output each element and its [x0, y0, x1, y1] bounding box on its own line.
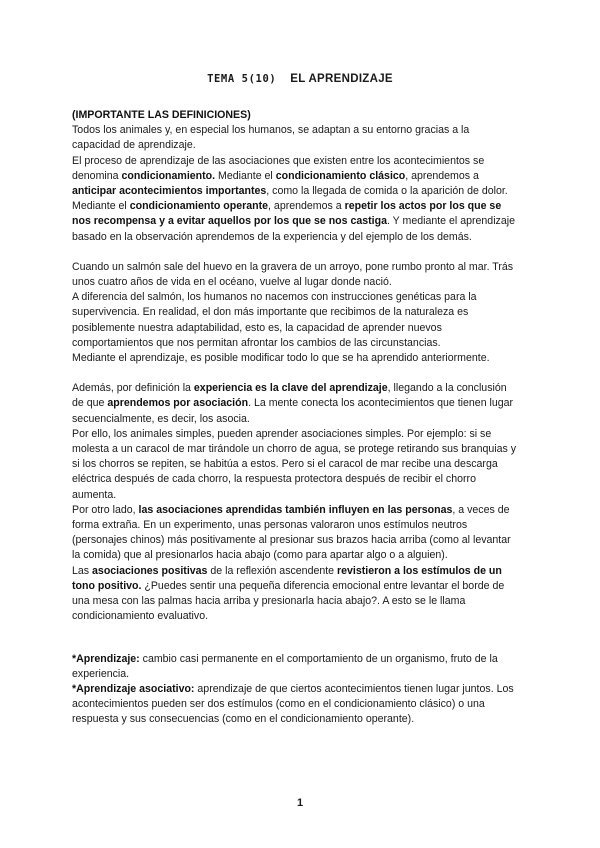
topic-name: EL APRENDIZAJE: [290, 73, 393, 85]
section-heading: (IMPORTANTE LAS DEFINICIONES): [72, 109, 251, 121]
paragraph-adaptability: A diferencia del salmón, los humanos no nacemos con instrucciones genéticas para la supervivencia. En realidad, el don más importante que recibimos de la naturaleza es posiblemente nuestra adaptabilidad, esto es, la capacidad de aprender nuevos comportamientos que nos permitan afrontar los cambios de las circunstancias.: [72, 291, 477, 349]
topic-label: TEMA 5(10): [207, 73, 277, 85]
page-number: 1: [296, 797, 304, 809]
paragraph-sea-snail: Por ello, los animales simples, pueden aprender asociaciones simples. Por ejemplo: si se molesta a un caracol de mar tirándole un chorro de agua, se protege retirando sus branquias y si los chorros se repiten, se habitúa a estos. Pero si el caracol de mar recibe una descarga eléctrica después de cada chorro, la respuesta protectora después de recibir el chorro aumenta.: [72, 427, 517, 501]
paragraph-conditioning: El proceso de aprendizaje de las asociaciones que existen entre los acontecimientos se denomina condicionamiento. Mediante el condicionamiento clásico, aprendemos a anticipar acontecimientos importantes, como la llegada de comida o la aparición de dolor. Mediante el condicionamiento operante, aprendemos a repetir los actos por los que se nos recompensa y a evitar aquellos por los que se nos castiga. Y mediante el aprendizaje basado en la observación aprendemos de la experiencia y del ejemplo de los demás.: [72, 154, 515, 243]
document-body: [72, 108, 520, 728]
paragraph-experiment: Por otro lado, las asociaciones aprendidas también influyen en las personas, a veces de forma extraña. En un experimento, unas personas valoraron unos estímulos neutros (personajes chinos) más positivamente al presionar sus brazos hacia arriba (como al levantar la comida) que al presionarlos hacia abajo (como para apartar algo o a alguien).: [72, 503, 511, 562]
definition-learning: *Aprendizaje: cambio casi permanente en el comportamiento de un organismo, fruto de la experiencia.: [72, 652, 498, 680]
paragraph-salmon: Cuando un salmón sale del huevo en la gravera de un arroyo, pone rumbo pronto al mar. Trás unos cuatro años de vida en el océano, vuelve al lugar donde nació.: [72, 260, 514, 289]
page-title: [0, 72, 600, 87]
paragraph-intro: Todos los animales y, en especial los humanos, se adaptan a su entorno gracias a la capacidad de aprendizaje.: [72, 124, 470, 152]
paragraph-positive-associations: Las asociaciones positivas de la reflexión ascendente revistieron a los estímulos de un tono positivo. ¿Puedes sentir una pequeña diferencia emocional entre levantar el borde de una mesa con las palmas hacia arriba y presionarla hacia abajo?. A esto se le llama condicionamiento evaluativo.: [72, 564, 505, 623]
paragraph-modify: Mediante el aprendizaje, es posible modificar todo lo que se ha aprendido anteriormente.: [72, 352, 490, 365]
paragraph-experience: Además, por definición la experiencia es la clave del aprendizaje, llegando a la conclusión de que aprendemos por asociación. La mente conecta los acontecimientos que tienen lugar secuencialmente, es decir, los asocia.: [72, 382, 514, 425]
definition-associative-learning: *Aprendizaje asociativo: aprendizaje de que ciertos acontecimientos tienen lugar juntos. Los acontecimientos pueden ser dos estímulos (como en el condicionamiento clásico) o una respuesta y sus consecuencias (como en el condicionamiento operante).: [72, 682, 514, 726]
